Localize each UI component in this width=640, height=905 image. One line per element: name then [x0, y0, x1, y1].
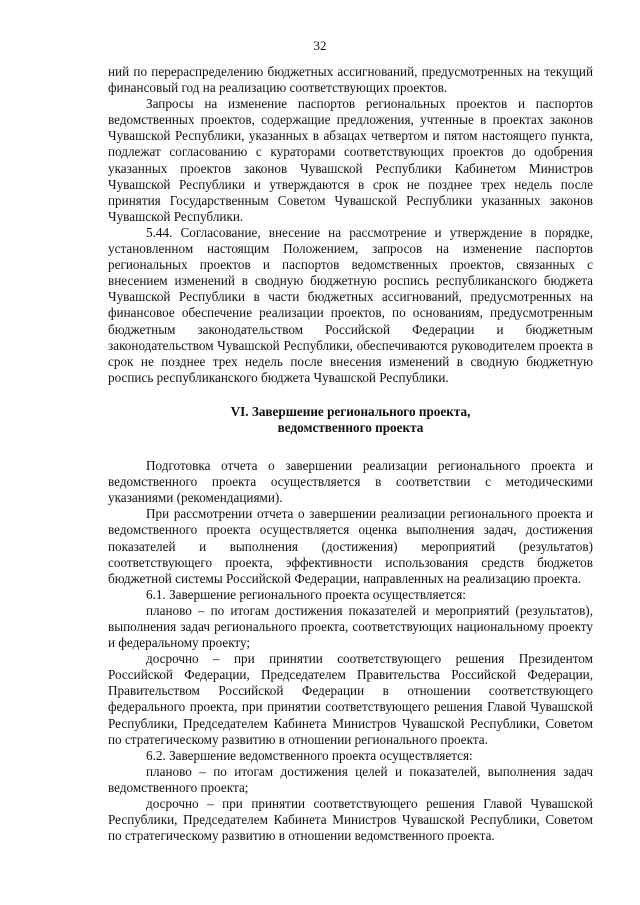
paragraph: планово – по итогам достижения показателей и мероприятий (результатов), выполнения задач регионального проекта, соответствующих национальному проекту и федеральному проекту; — [108, 602, 593, 651]
paragraph: досрочно – при принятии соответствующего решения Главой Чувашской Республики, Председателем Кабинета Министров Чувашской Республики, Советом по стратегическому развитию в отношении ведомственного проекта. — [108, 796, 593, 844]
paragraph: досрочно – при принятии соответствующего решения Президентом Российской Федерации, Председателем Правительства Российской Федерации, Правительством Российской Федерации в отношении соответствующего федерального проекта, при принятии соответствующего решения Главой Чувашской Республики, Председателем Кабинета Министров Чувашской Республики, Советом по стратегическому развитию в отношении регионального проекта. — [108, 651, 593, 747]
section-heading — [108, 404, 593, 436]
paragraph: 6.2. Завершение ведомственного проекта осуществляется: — [146, 747, 473, 763]
section-heading-line-1: VI. Завершение регионального проекта, — [230, 403, 471, 419]
paragraph: 5.44. Согласование, внесение на рассмотрение и утверждение в порядке, установленном настоящим Положением, запросов на изменение паспортов региональных проектов и паспортов ведомственных проектов, связанных с внесением изменений в сводную бюджетную роспись республиканского бюджета Чувашской Республики в части бюджетных ассигнований, предусмотренных на финансовое обеспечение реализации проектов, по основаниям, предусмотренным бюджетным законодательством Российской Федерации и бюджетным законодательством Чувашской Республики, обеспечиваются руководителем проекта в срок не позднее трех недель после внесения изменений в сводную бюджетную роспись республиканского бюджета Чувашской Республики. — [108, 224, 593, 385]
paragraph: Запросы на изменение паспортов региональных проектов и паспортов ведомственных проектов, содержащие предложения, учтенные в проектах законов Чувашской Республики, указанных в абзацах четвертом и пятом настоящего пункта, подлежат согласованию с кураторами соответствующих проектов до одобрения указанных проектов законов Чувашской Республики Кабинетом Министров Чувашской Республики и утверждаются в срок не позднее трех недель после принятия Государственным Советом Чувашской Республики указанных законов Чувашской Республики. — [108, 96, 593, 224]
page-number: 32 — [313, 38, 327, 53]
paragraph: При рассмотрении отчета о завершении реализации регионального проекта и ведомственного проекта осуществляется оценка выполнения задач, достижения показателей и выполнения (достижения) мероприятий (результатов) соответствующего проекта, эффективности использования средств бюджетов бюджетной системы Российской Федерации, направленных на реализацию проекта. — [108, 506, 593, 586]
paragraph: ний по перераспределению бюджетных ассигнований, предусмотренных на текущий финансовый год на реализацию соответствующих проектов. — [108, 64, 593, 96]
paragraph: Подготовка отчета о завершении реализации регионального проекта и ведомственного проекта осуществляется в соответствии с методическими указаниями (рекомендациями). — [108, 458, 593, 506]
paragraph: планово – по итогам достижения целей и показателей, выполнения задач ведомственного проекта; — [108, 763, 593, 795]
paragraph: 6.1. Завершение регионального проекта осуществляется: — [146, 586, 466, 602]
section-heading-line-2: ведомственного проекта — [277, 419, 424, 435]
document-body — [108, 64, 593, 844]
